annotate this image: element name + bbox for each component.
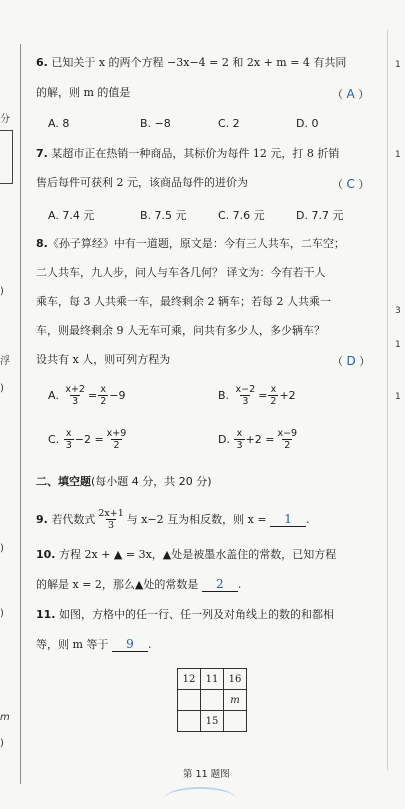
q8-line-1 bbox=[36, 237, 345, 251]
bracket-close: ） bbox=[354, 88, 370, 101]
q6-answer-bracket bbox=[332, 86, 369, 102]
tail: +2 bbox=[279, 389, 296, 402]
q9-answer-blank: 1 bbox=[270, 513, 306, 527]
denominator: 3 bbox=[108, 520, 115, 531]
grid-row bbox=[178, 669, 247, 690]
q9-line bbox=[36, 508, 310, 531]
q7-answer-bracket bbox=[332, 176, 369, 192]
q10-line-2 bbox=[36, 578, 241, 592]
q8-option-a bbox=[48, 384, 125, 407]
q7-option-a: A. 7.4 元 bbox=[48, 209, 95, 222]
grid-row bbox=[178, 711, 247, 732]
q7-line-2 bbox=[36, 176, 248, 190]
q6-number: 6. bbox=[36, 56, 48, 69]
fraction bbox=[98, 384, 108, 407]
grid-cell bbox=[178, 690, 201, 711]
bracket-open: （ bbox=[332, 88, 347, 101]
q7-answer: C bbox=[346, 177, 355, 191]
operator: +2 = bbox=[245, 433, 275, 446]
q9-stem-post: 与 x−2 互为相反数，则 x = bbox=[126, 512, 267, 526]
grid-cell: 12 bbox=[178, 669, 201, 690]
numerator: x−2 bbox=[235, 384, 256, 395]
grid-cell bbox=[201, 690, 224, 711]
q11-answer-blank: 9 bbox=[112, 638, 148, 652]
grid-cell bbox=[224, 711, 247, 732]
q9-stem-pre: 若代数式 bbox=[51, 512, 96, 526]
numerator: x+9 bbox=[106, 428, 127, 439]
numerator: x bbox=[100, 384, 107, 395]
denominator: 3 bbox=[72, 396, 79, 407]
q6-stem-2: 的解，则 m 的值是 bbox=[36, 86, 131, 99]
denominator: 2 bbox=[284, 440, 291, 451]
q6-option-b: B. −8 bbox=[140, 117, 171, 130]
q6-line-2 bbox=[36, 86, 130, 100]
right-column-rule bbox=[387, 30, 388, 770]
bracket-close: ） bbox=[354, 178, 370, 191]
q8-option-d bbox=[218, 428, 300, 451]
q8-option-c bbox=[48, 428, 129, 451]
q7-option-c: C. 7.6 元 bbox=[218, 209, 265, 222]
denominator: 3 bbox=[65, 440, 72, 451]
section-heading bbox=[36, 473, 212, 489]
left-margin-fragment: ) bbox=[0, 608, 4, 619]
grid-cell bbox=[178, 711, 201, 732]
bracket-open: （ bbox=[332, 178, 347, 191]
q8-answer-bracket bbox=[332, 353, 370, 369]
fraction bbox=[234, 428, 244, 451]
decorative-arc bbox=[165, 787, 235, 809]
q11-stem-1: 如图，方格中的任一行、任一列及对角线上的数的和都相 bbox=[59, 608, 334, 621]
q8-line-4 bbox=[36, 324, 325, 338]
fraction bbox=[96, 508, 125, 531]
left-margin-fragment: ) bbox=[0, 543, 4, 554]
left-margin-fragment: ) bbox=[0, 286, 4, 297]
option-label: A. bbox=[48, 389, 59, 402]
numerator: x bbox=[236, 428, 243, 439]
q6-answer: A bbox=[346, 87, 355, 101]
q7-line-1 bbox=[36, 147, 339, 161]
q6-line-1 bbox=[36, 56, 346, 70]
operator: = bbox=[258, 389, 268, 402]
right-margin-fragment: 1 bbox=[395, 150, 401, 160]
period: . bbox=[306, 512, 310, 526]
grid-cell: 11 bbox=[201, 669, 224, 690]
section-subtitle: (每小题 4 分，共 20 分) bbox=[91, 475, 212, 488]
fraction bbox=[234, 384, 258, 407]
q6-stem-1: 已知关于 x 的两个方程 −3x−4 = 2 和 2x + m = 4 有共同 bbox=[51, 56, 347, 69]
denominator: 2 bbox=[100, 396, 107, 407]
q8-answer: D bbox=[346, 354, 356, 368]
operator: −2 = bbox=[74, 433, 104, 446]
denominator: 3 bbox=[242, 396, 249, 407]
q11-number: 11. bbox=[36, 608, 56, 621]
left-margin-fragment: 分 bbox=[0, 114, 10, 125]
q8-line-5 bbox=[36, 353, 170, 367]
fraction bbox=[105, 428, 129, 451]
option-label: D. bbox=[218, 433, 230, 446]
left-margin-fragment: m bbox=[0, 712, 10, 723]
q11-line-2 bbox=[36, 638, 151, 652]
q8-stem-2: 二人共车，九人步，问人与车各几何？ 译文为：今有若干人 bbox=[36, 266, 326, 279]
period: . bbox=[147, 638, 152, 651]
q7-number: 7. bbox=[36, 147, 48, 160]
numerator: x+2 bbox=[65, 384, 85, 395]
q7-option-d: D. 7.7 元 bbox=[296, 209, 344, 222]
grid-row bbox=[178, 690, 247, 711]
q8-line-3 bbox=[36, 295, 331, 309]
fraction bbox=[268, 384, 278, 407]
q10-line-1 bbox=[36, 548, 336, 562]
q8-stem-4: 车，则最终剩余 9 人无车可乘，问共有多少人，多少辆车？ bbox=[36, 324, 325, 337]
bracket-close: ） bbox=[355, 355, 371, 368]
numerator: x bbox=[65, 428, 72, 439]
right-margin-fragment: 1 bbox=[395, 60, 401, 70]
option-label: C. bbox=[48, 433, 60, 446]
right-margin-fragment: 1 bbox=[395, 340, 401, 350]
bracket-open: （ bbox=[332, 355, 347, 368]
left-margin-box bbox=[0, 130, 13, 184]
q7-option-b: B. 7.5 元 bbox=[140, 209, 187, 222]
q8-option-b bbox=[218, 384, 296, 407]
q6-option-d: D. 0 bbox=[296, 117, 319, 130]
q11-stem-2: 等，则 m 等于 bbox=[36, 638, 109, 651]
denominator: 2 bbox=[270, 396, 277, 407]
option-label: B. bbox=[218, 389, 230, 402]
fraction bbox=[64, 428, 74, 451]
denominator: 2 bbox=[113, 440, 120, 451]
fraction bbox=[63, 384, 87, 407]
q10-answer-blank: 2 bbox=[202, 578, 238, 592]
tail: −9 bbox=[109, 389, 126, 402]
q11-line-1 bbox=[36, 608, 334, 622]
numerator: 2x+1 bbox=[98, 508, 124, 519]
q8-stem-5: 设共有 x 人，则可列方程为 bbox=[36, 353, 171, 366]
q10-stem-2: 的解是 x = 2，那么▲处的常数是 bbox=[36, 578, 199, 591]
right-margin-fragment: 3 bbox=[395, 306, 401, 316]
q8-number: 8. bbox=[36, 237, 48, 250]
right-margin-fragment: 1 bbox=[395, 392, 401, 402]
q7-stem-2: 售后每件可获利 2 元，该商品每件的进价为 bbox=[36, 176, 248, 189]
numerator: x bbox=[270, 384, 277, 395]
q6-option-c: C. 2 bbox=[218, 117, 240, 130]
grid-cell: m bbox=[224, 690, 247, 711]
q8-line-2 bbox=[36, 266, 326, 280]
magic-square-grid bbox=[177, 668, 247, 732]
left-column-rule bbox=[20, 44, 21, 784]
section-title: 二、填空题 bbox=[36, 475, 91, 488]
q9-number: 9. bbox=[36, 512, 48, 526]
q10-stem-1: 方程 2x + ▲ = 3x，▲处是被墨水盖住的常数，已知方程 bbox=[59, 548, 337, 561]
q7-stem-1: 某超市正在热销一种商品，其标价为每件 12 元，打 8 折销 bbox=[51, 147, 340, 160]
fraction bbox=[275, 428, 299, 451]
grid-cell: 16 bbox=[224, 669, 247, 690]
left-margin-fragment: ) bbox=[0, 383, 4, 394]
q10-number: 10. bbox=[36, 548, 56, 561]
left-margin-fragment: ) bbox=[0, 738, 4, 749]
operator: = bbox=[87, 389, 98, 402]
period: . bbox=[237, 578, 242, 591]
q8-stem-1: 《孙子算经》中有一道题，原文是：今有三人共车，二车空； bbox=[47, 237, 345, 250]
grid-cell: 15 bbox=[201, 711, 224, 732]
denominator: 3 bbox=[236, 440, 243, 451]
figure-caption: 第 11 题图 bbox=[183, 769, 230, 780]
numerator: x−9 bbox=[277, 428, 298, 439]
q6-option-a: A. 8 bbox=[48, 117, 70, 130]
q8-stem-3: 乘车，每 3 人共乘一车，最终剩余 2 辆车；若每 2 人共乘一 bbox=[36, 295, 331, 308]
left-margin-fragment: 浮 bbox=[0, 356, 10, 367]
